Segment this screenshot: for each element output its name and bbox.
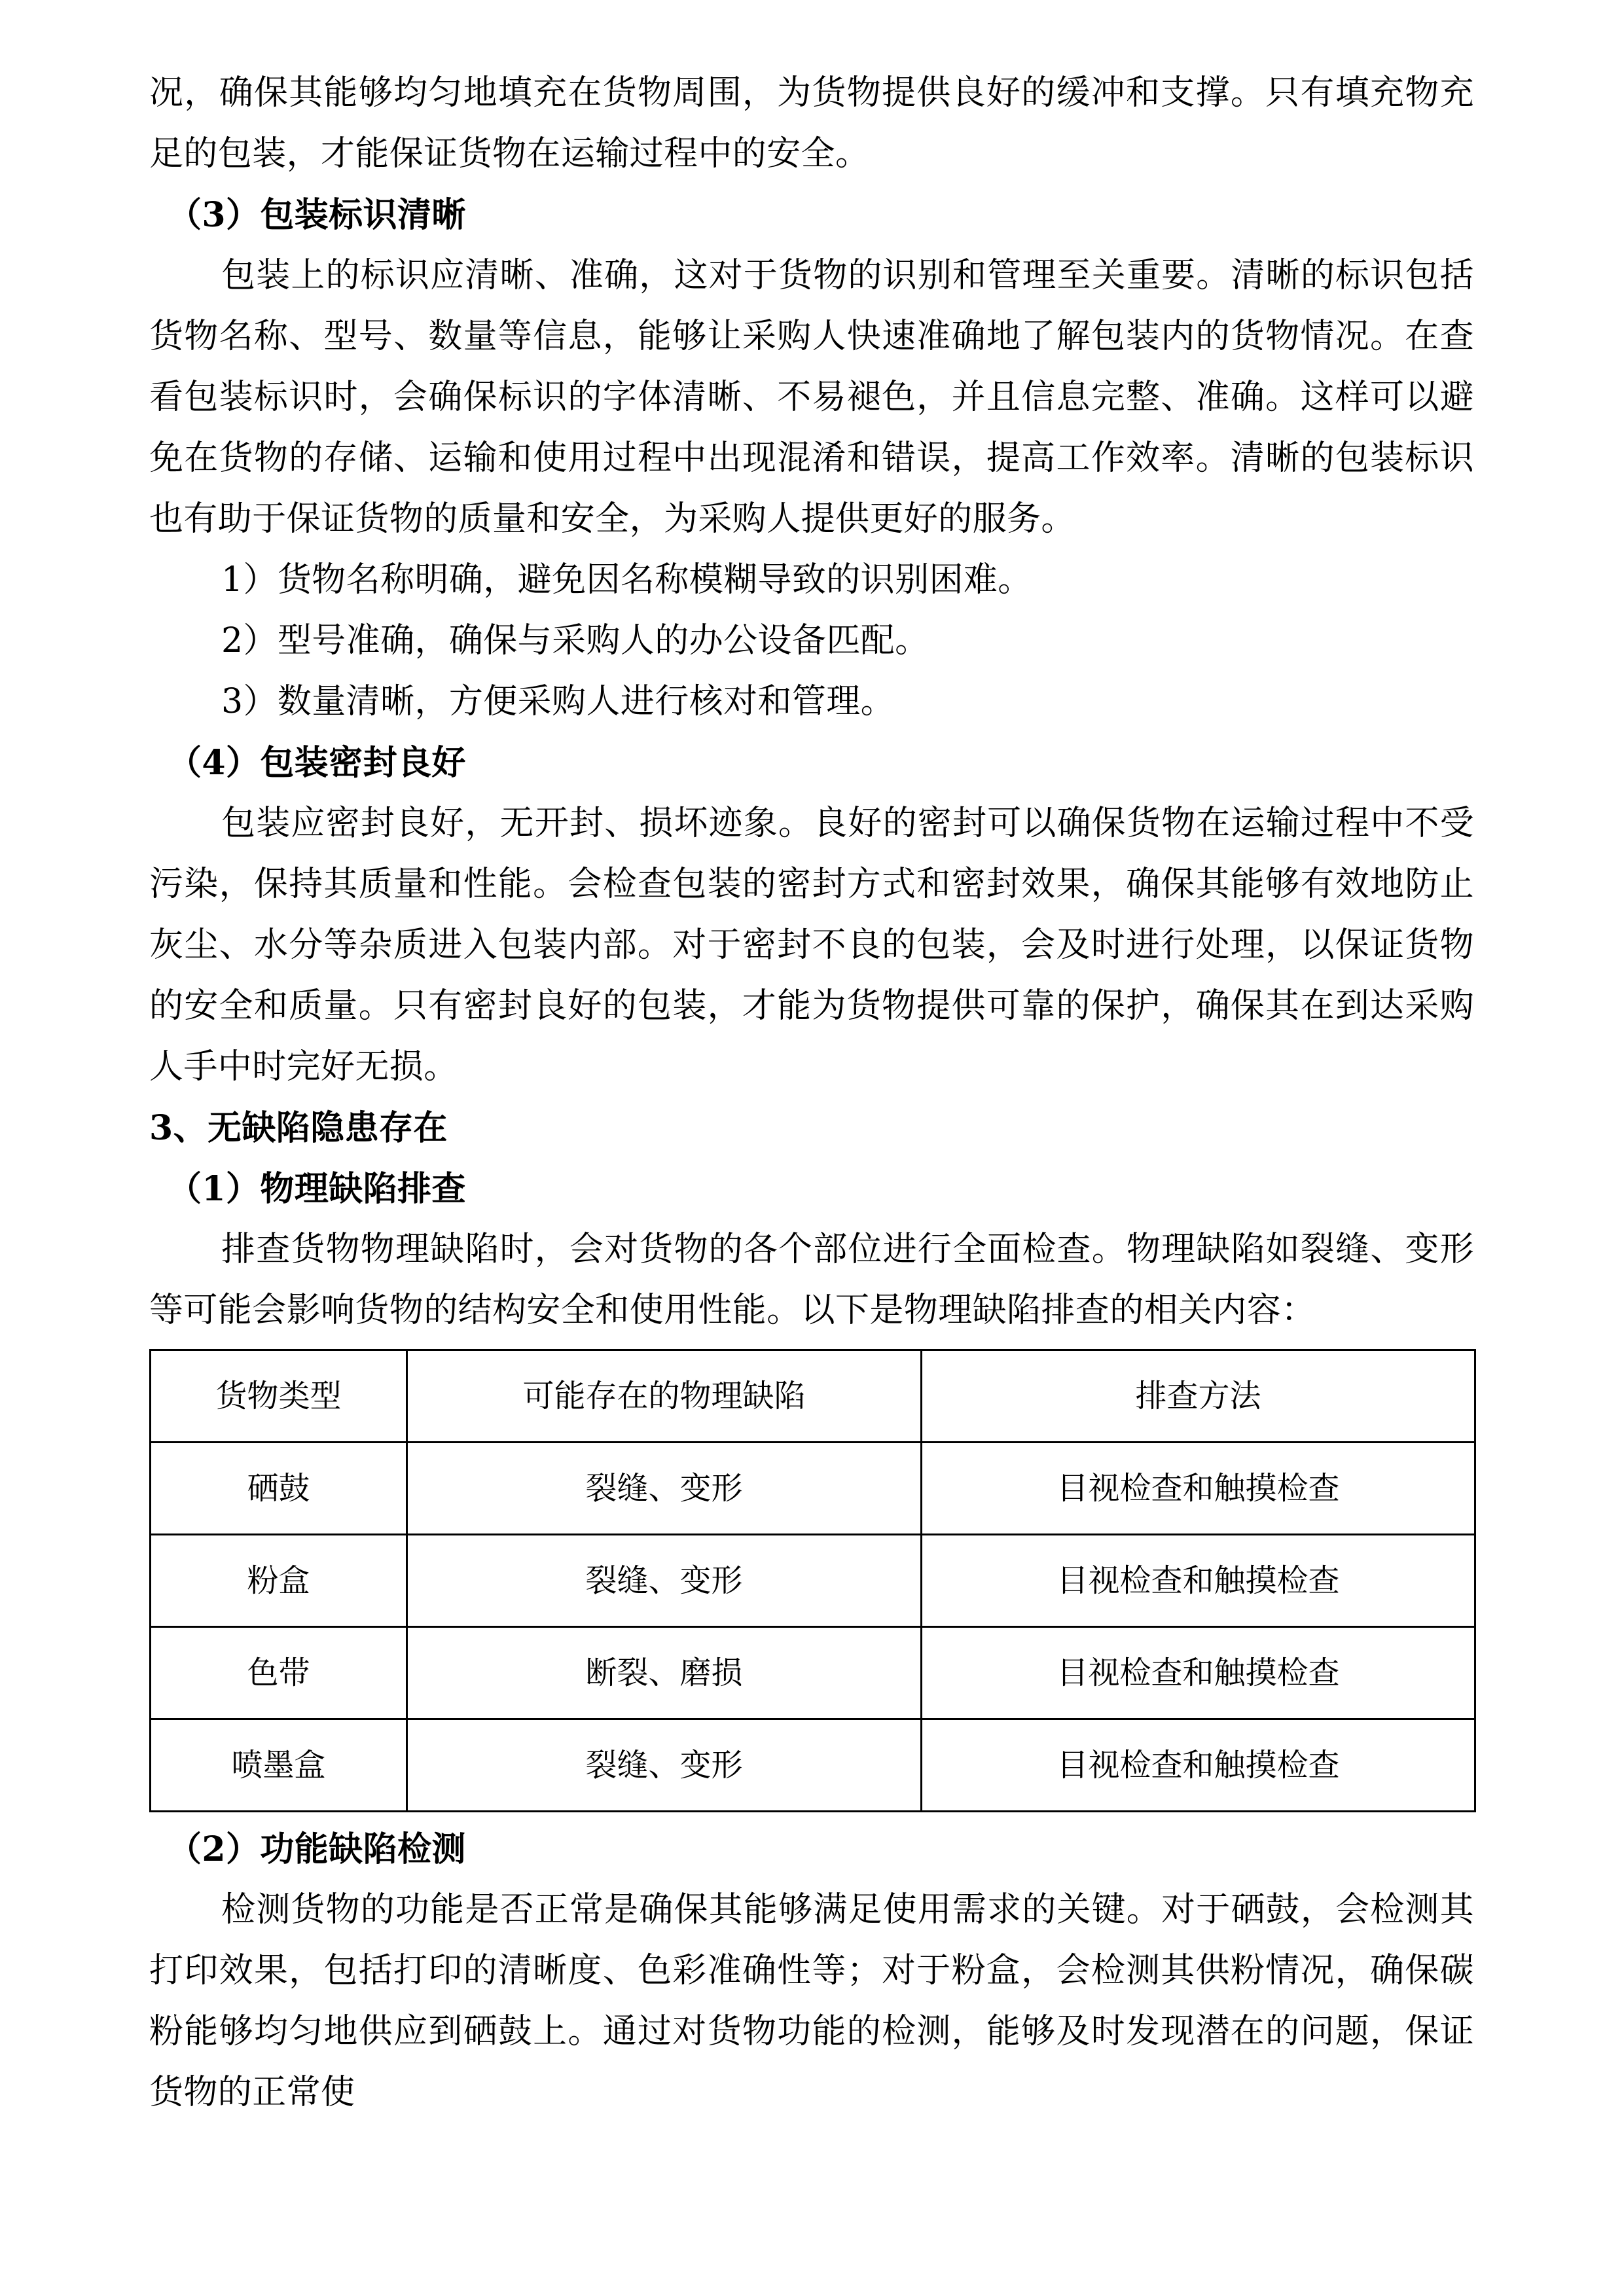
paragraph-functional-defect-detail: 检测货物的功能是否正常是确保其能够满足使用需求的关键。对于硒鼓，会检测其打印效果，包括打印的清晰度、色彩准确性等；对于粉盒，会检测其供粉情况，确保碳粉能够均匀地供应到硒鼓上。通过对货物功能的检测，能够及时发现潜在的问题，保证货物的正常使 [149,1890,1474,2112]
table-cell: 目视检查和触摸检查 [922,1627,1475,1719]
table-cell: 裂缝、变形 [407,1535,922,1627]
page-content [149,63,1474,2123]
table-header-cell: 可能存在的物理缺陷 [407,1350,922,1443]
paragraph-physical-defect-detail: 排查货物物理缺陷时，会对货物的各个部位进行全面检查。物理缺陷如裂缝、变形等可能会影响货物的结构安全和使用性能。以下是物理缺陷排查的相关内容： [149,1230,1474,1330]
table-cell: 粉盒 [151,1535,407,1627]
heading-packaging-seal-good: （4）包装密封良好 [168,743,466,783]
table-cell: 裂缝、变形 [407,1719,922,1812]
table-cell: 硒鼓 [151,1443,407,1535]
table-cell: 裂缝、变形 [407,1443,922,1535]
heading-no-defect-hazard: 3、无缺陷隐患存在 [149,1108,448,1148]
heading-packaging-label-clear: （3）包装标识清晰 [168,195,466,235]
table-cell: 断裂、磨损 [407,1627,922,1719]
list-item-goods-name: 1）货物名称明确，避免因名称模糊导致的识别困难。 [221,560,1032,600]
heading-functional-defect-detection: （2）功能缺陷检测 [168,1829,466,1869]
list-item-quantity-clear: 3）数量清晰，方便采购人进行核对和管理。 [221,682,895,721]
table-row [151,1535,1475,1627]
physical-defect-table [149,1349,1476,1812]
list-item-model-accurate: 2）型号准确，确保与采购人的办公设备匹配。 [221,621,929,660]
table-row [151,1719,1475,1812]
paragraph-packaging-label-detail: 包装上的标识应清晰、准确，这对于货物的识别和管理至关重要。清晰的标识包括货物名称、型号、数量等信息，能够让采购人快速准确地了解包装内的货物情况。在查看包装标识时，会确保标识的字体清晰、不易褪色，并且信息完整、准确。这样可以避免在货物的存储、运输和使用过程中出现混淆和错误，提高工作效率。清晰的包装标识也有助于保证货物的质量和安全，为采购人提供更好的服务。 [149,256,1474,539]
table-header-row [151,1350,1475,1443]
paragraph-packaging-seal-detail: 包装应密封良好，无开封、损坏迹象。良好的密封可以确保货物在运输过程中不受污染，保持其质量和性能。会检查包装的密封方式和密封效果，确保其能够有效地防止灰尘、水分等杂质进入包装内部。对于密封不良的包装，会及时进行处理，以保证货物的安全和质量。只有密封良好的包装，才能为货物提供可靠的保护，确保其在到达采购人手中时完好无损。 [149,804,1474,1086]
table-cell: 目视检查和触摸检查 [922,1443,1475,1535]
table-header-cell: 货物类型 [151,1350,407,1443]
table-row [151,1443,1475,1535]
paragraph-packing-filling: 况，确保其能够均匀地填充在货物周围，为货物提供良好的缓冲和支撑。只有填充物充足的包装，才能保证货物在运输过程中的安全。 [149,73,1474,173]
table-cell: 目视检查和触摸检查 [922,1535,1475,1627]
heading-physical-defect-check: （1）物理缺陷排查 [168,1169,466,1209]
table-cell: 目视检查和触摸检查 [922,1719,1475,1812]
table-cell: 喷墨盒 [151,1719,407,1812]
table-row [151,1627,1475,1719]
table-header-cell: 排查方法 [922,1350,1475,1443]
table-cell: 色带 [151,1627,407,1719]
